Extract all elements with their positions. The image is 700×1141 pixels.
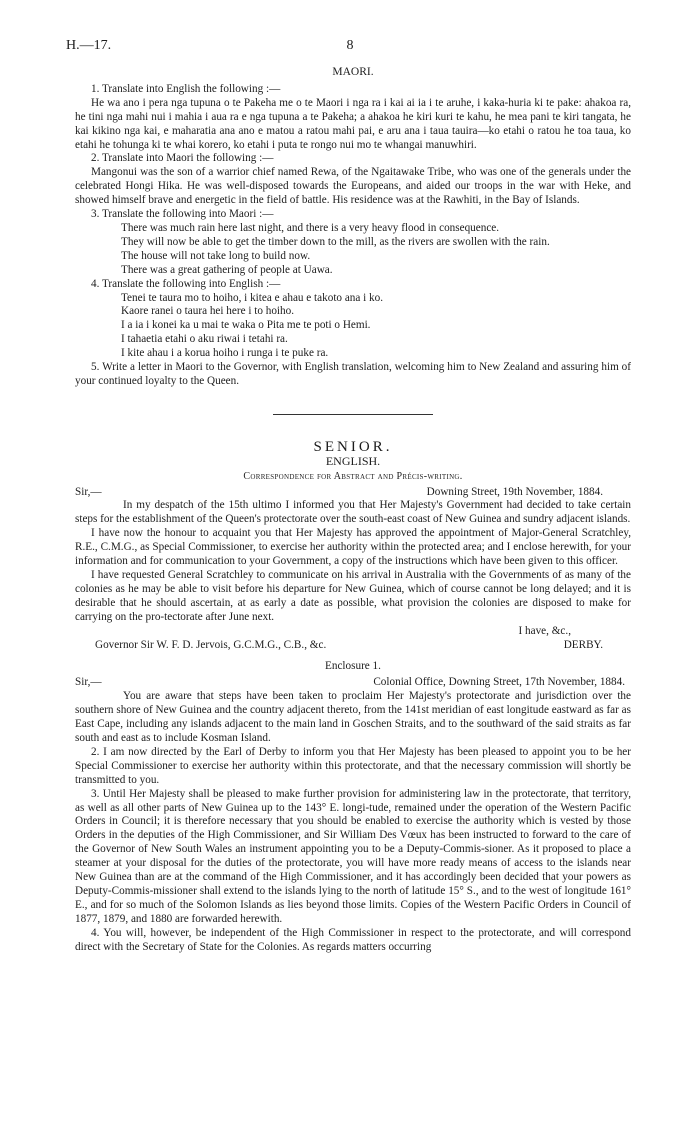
- question-4-line: Kaore ranei o taura hei here i to hoiho.: [121, 305, 295, 318]
- question-3-line: They will now be able to get the timber down to the mill, as the rivers are swollen with the rain.: [121, 235, 550, 248]
- question-5: 5. Write a letter in Maori to the Governor, with English translation, welcoming him to New Zealand and assuring him of your continued loyalty to the Queen.: [75, 361, 631, 387]
- correspondence-subtitle: Correspondence for Abstract and Précis-writing.: [243, 470, 463, 482]
- letter-1-paragraph: I have requested General Scratchley to communicate on his arrival in Australia with the Governments of as many of the colonies as he may be able to visit before his departure for New Guinea, which of course cannot be long delayed; and it is desirable that he should ascertain, at as early a date as possible, what provision the colonies are disposed to make for carrying on the pro-tectorate after June next.: [75, 569, 631, 623]
- question-4-line: I kite ahau i a korua hoiho i runga i te puke ra.: [121, 347, 329, 360]
- document-reference: H.—17.: [66, 38, 112, 53]
- question-3-line: There was a great gathering of people at Uawa.: [121, 263, 333, 276]
- question-1-text: He wa ano i pera nga tupuna o te Pakeha me o te Maori i nga ra i kai ai ia i te aruhe, i kaka-huria ki te pake: ahakoa ra, he tini nga mahi nui i mahia i aua ra e nga tupuna a te Pakeha; a ahakoa he kiri kuri te kahu, he mea pani te kiri tangata, he kai kikino nga kai, e maharatia ana ano e matou a ratou mahi pai, e aru ana i taua tauira—ko etahi o ratou he toa taua, ko etahi he tohunga ki te whai korero, ko etahi i puta te rongo nui mo te whangai manuwhiri.: [75, 96, 631, 151]
- page-content: [75, 66, 631, 954]
- question-4-line: I tahaetia etahi o aku riwai i tetahi ra.: [121, 333, 288, 346]
- enclosure-date: Colonial Office, Downing Street, 17th November, 1884.: [373, 676, 625, 689]
- question-1: 1. Translate into English the following :—: [91, 82, 281, 95]
- page-number: 8: [346, 38, 354, 53]
- letter-1-date: Downing Street, 19th November, 1884.: [426, 485, 603, 498]
- maori-heading: MAORI.: [332, 66, 374, 78]
- letter-1-paragraph: In my despatch of the 15th ultimo I informed you that Her Majesty's Government had decided to take certain steps for the establishment of the Queen's protectorate over the south-east coast of New Guinea and sundry adjacent islands.: [75, 499, 631, 526]
- question-3: 3. Translate the following into Maori :—: [91, 208, 274, 221]
- question-4: 4. Translate the following into English :—: [91, 277, 281, 290]
- letter-1-signature: DERBY.: [563, 638, 603, 651]
- letter-1-recipient: Governor Sir W. F. D. Jervois, G.C.M.G., C.B., &c.: [95, 638, 327, 651]
- enclosure-salutation: Sir,—: [75, 676, 102, 689]
- question-3-line: The house will not take long to build now.: [121, 249, 311, 262]
- section-divider: [273, 414, 433, 415]
- enclosure-paragraph: 3. Until Her Majesty shall be pleased to make further provision for administering law in the protectorate, that territory, as well as all other parts of New Guinea up to the 143° E. longi-tude, remained under the operation of the Western Pacific Orders in Council; it is therefore necessary that you should be enabled to exercise the authority which is vested by those Orders in the deputies of the High Commissioner, and Sir William Des Vœux has been instructed to forward to the care of the Governor of New South Wales an instrument appointing you to be a Deputy-Commis-sioner. As it proposed to place a steamer at your disposal for the duties of the protectorate, you will have more ready means of access to the islands near New Guinea than are at the command of the High Commissioner, and it has accordingly been decided that your powers as Deputy-Commis-missioner shall extend to the islands lying to the north of latitude 15° S., and to the west of longitude 161° E., and for so much of the Solomon Islands as lies beyond those limits. Copies of the Western Pacific Orders in Council of 1877, 1879, and 1880 are forwarded herewith.: [75, 787, 631, 925]
- enclosure-paragraph: 2. I am now directed by the Earl of Derby to inform you that Her Majesty has been pleased to appoint you to be her Special Commissioner to exercise her authority within this protectorate, and that the necessary commission will shortly be transmitted to you.: [75, 745, 631, 786]
- letter-1-salutation: Sir,—: [75, 485, 102, 498]
- enclosure-header: [75, 676, 631, 690]
- senior-section: [75, 438, 631, 955]
- enclosure-paragraph: You are aware that steps have been taken to proclaim Her Majesty's protectorate and jurisdiction over the southern shore of New Guinea and the country adjacent thereto, from the 141st meridian of east longitude eastward as far as East Cape, including any islands adjacent to the main land in Goschen Straits, and to the southward of the said straits as far south and east as to include Kosman Island.: [75, 690, 631, 744]
- enclosure-title: Enclosure 1.: [325, 660, 381, 673]
- question-2-text: Mangonui was the son of a warrior chief named Rewa, of the Ngaitawake Tribe, who was one of the generals under the celebrated Hongi Hika. He was well-disposed towards the Europeans, and aided our troops in the war with Heke, and showed himself brave and energetic in the field of battle. His residence was at the Rawhiti, in the Bay of Islands.: [75, 166, 631, 207]
- letter-1-footer: [75, 639, 631, 653]
- senior-heading: SENIOR.: [313, 438, 393, 455]
- question-4-line: Tenei te taura mo to hoiho, i kitea e ahau e takoto ana i ko.: [121, 291, 384, 304]
- question-2: 2. Translate into Maori the following :—: [91, 152, 274, 165]
- letter-1-header: [75, 486, 631, 500]
- letter-1-paragraph: I have now the honour to acquaint you that Her Majesty has approved the appointment of Major-General Scratchley, R.E., C.M.G., as Special Commissioner, to exercise her authority within the protected area; and I enclose herewith, for your information and for communication to your Government, a copy of the instructions which have been given to this officer.: [75, 527, 631, 568]
- question-4-line: I a ia i konei ka u mai te waka o Pita me te poti o Hemi.: [121, 319, 371, 332]
- question-3-line: There was much rain here last night, and there is a very heavy flood in consequence.: [121, 221, 500, 234]
- letter-1-closing: I have, &c.,: [518, 624, 571, 637]
- enclosure-1: [75, 660, 631, 954]
- enclosure-paragraph: 4. You will, however, be independent of the High Commissioner in respect to the protectorate, and will correspond direct with the Secretary of State for the Colonies. As regards matters occurring: [75, 926, 631, 953]
- english-heading: ENGLISH.: [325, 453, 381, 468]
- maori-section: [75, 66, 631, 389]
- letter-1: [75, 486, 631, 653]
